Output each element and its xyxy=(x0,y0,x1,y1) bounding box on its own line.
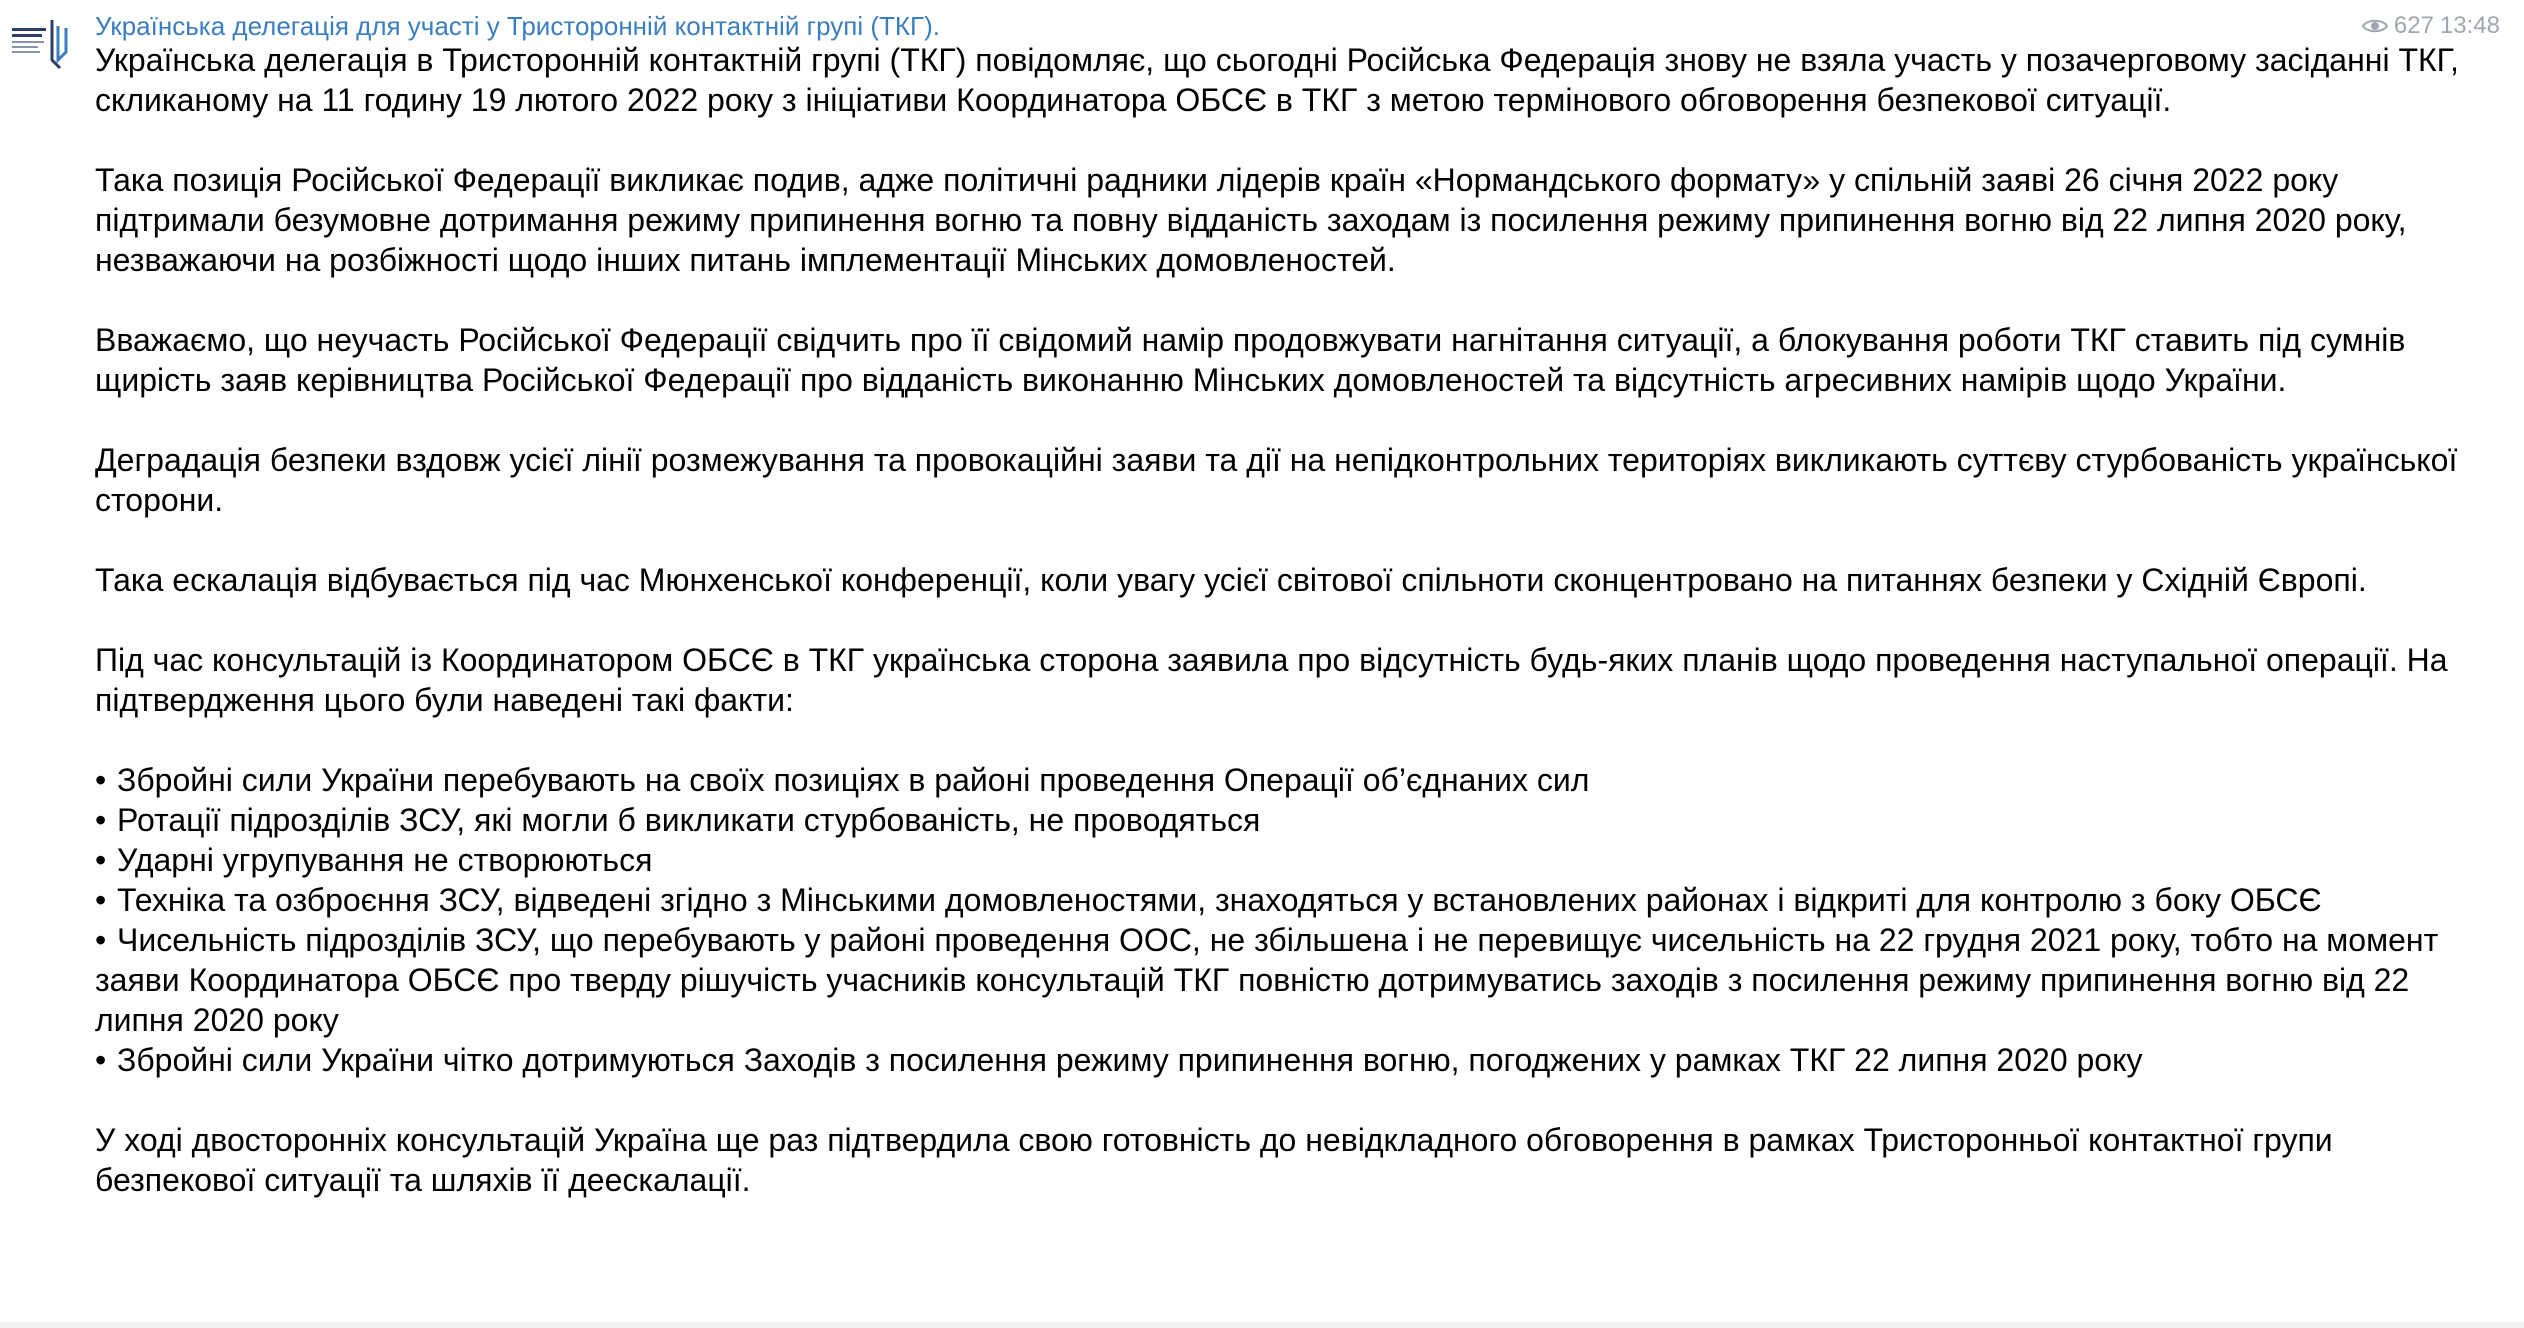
message-time: 13:48 xyxy=(2439,12,2500,39)
bullet-marker: • xyxy=(95,802,107,838)
list-item-text: Ударні угрупування не створюються xyxy=(117,842,653,878)
list-item xyxy=(95,1040,2495,1080)
message-paragraph: Під час консультацій із Координатором ОБСЄ в ТКГ українська сторона заявила про відсутність будь-яких планів щодо проведення наступальної операції. На підтвердження цього були наведені такі факти: xyxy=(95,642,2448,718)
list-item xyxy=(95,800,2495,840)
facts-list xyxy=(95,760,2495,1080)
bullet-marker: • xyxy=(95,842,107,878)
list-item xyxy=(95,880,2495,920)
eye-icon xyxy=(2362,17,2388,35)
bullet-marker: • xyxy=(95,882,107,918)
message-paragraph: Вважаємо, що неучасть Російської Федерації свідчить про її свідомий намір продовжувати нагнітання ситуації, а блокування роботи ТКГ ставить під сумнів щирість заяв керівництва Російської Федерації про відданість виконанню Мінських домовленостей та відсутність агресивних намірів щодо України. xyxy=(95,322,2406,398)
list-item xyxy=(95,840,2495,880)
message-meta xyxy=(2362,8,2500,44)
bullet-marker: • xyxy=(95,1042,107,1078)
list-item-text: Чисельність підрозділів ЗСУ, що перебувають у районі проведення ООС, не збільшена і не перевищує чисельність на 22 грудня 2021 року, тобто на момент заяви Координатора ОБСЄ про тверду рішучість учасників консультацій ТКГ повністю дотримуватись заходів з посилення режиму припинення вогню від 22 липня 2020 року xyxy=(95,922,2439,1038)
message-paragraph: Така ескалація відбувається під час Мюнхенської конференції, коли увагу усієї світової спільноти сконцентровано на питаннях безпеки у Східній Європі. xyxy=(95,562,2367,598)
list-item-text: Збройні сили України чітко дотримуються Заходів з посилення режиму припинення вогню, погоджених у рамках ТКГ 22 липня 2020 року xyxy=(117,1042,2143,1078)
channel-avatar[interactable] xyxy=(8,14,72,74)
view-count: 627 xyxy=(2393,12,2434,39)
message-paragraph: Деградація безпеки вздовж усієї лінії розмежування та провокаційні заяви та дії на непідконтрольних територіях викликають суттєву стурбованість української сторони. xyxy=(95,442,2458,518)
message-divider xyxy=(0,1322,2524,1328)
message-body xyxy=(95,40,2495,1240)
message-closing-paragraph: У ході двосторонніх консультацій Україна ще раз підтвердила свою готовність до невідкладного обговорення в рамках Тристоронньої контактної групи безпекової ситуації та шляхів її деескалації. xyxy=(95,1122,2333,1198)
list-item xyxy=(95,920,2495,1040)
bullet-marker: • xyxy=(95,762,107,798)
list-item-text: Техніка та озброєння ЗСУ, відведені згідно з Мінськими домовленостями, знаходяться у встановлених районах і відкриті для контролю з боку ОБСЄ xyxy=(117,882,2322,918)
channel-name-link[interactable]: Українська делегація для участі у Тристоронній контактній групі (ТКГ). xyxy=(95,11,940,41)
message-paragraph: Така позиція Російської Федерації викликає подив, адже політичні радники лідерів країн «Нормандського формату» у спільній заяві 26 січня 2022 року підтримали безумовне дотримання режиму припинення вогню та повну відданість заходам із посилення режиму припинення вогню від 22 липня 2020 року, незважаючи на розбіжності щодо інших питань імплементації Мінських домовленостей. xyxy=(95,162,2407,278)
delegation-logo-icon xyxy=(8,14,72,74)
bullet-marker: • xyxy=(95,922,107,958)
message-paragraph: Українська делегація в Тристоронній контактній групі (ТКГ) повідомляє, що сьогодні Російська Федерація знову не взяла участь у позачерговому засіданні ТКГ, скликаному на 11 годину 19 лютого 2022 року з ініціативи Координатора ОБСЄ в ТКГ з метою термінового обговорення безпекової ситуації. xyxy=(95,42,2459,118)
list-item-text: Ротації підрозділів ЗСУ, які могли б викликати стурбованість, не проводяться xyxy=(117,802,1261,838)
list-item xyxy=(95,760,2495,800)
list-item-text: Збройні сили України перебувають на своїх позиціях в районі проведення Операції об’єднаних сил xyxy=(117,762,1590,798)
